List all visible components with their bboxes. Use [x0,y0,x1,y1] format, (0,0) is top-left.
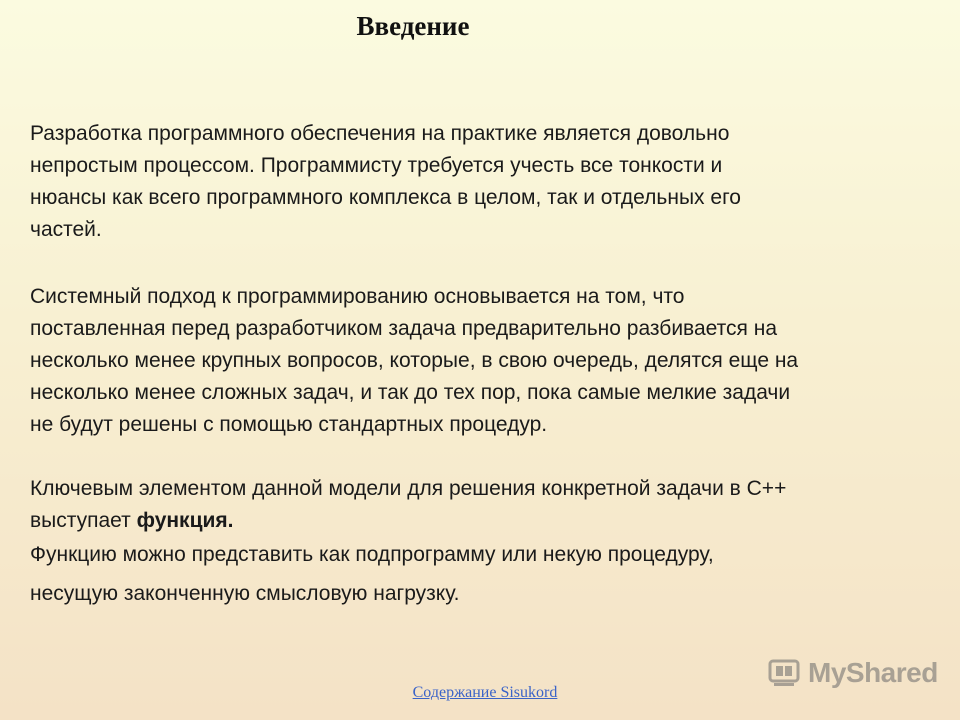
contents-link[interactable]: Содержание Sisukord [412,684,558,701]
paragraph-intro [30,118,940,246]
paragraph-text: выступает [30,509,137,532]
function-term: функция. [136,509,234,532]
paragraph-line: Разработка программного обеспечения на практике является довольно [30,122,730,145]
paragraph-system-approach [30,281,940,441]
paragraph-line: не будут решены с помощью стандартных процедур. [30,413,548,436]
paragraph-line: Функцию можно представить как подпрограмму или некую процедуру, [30,543,714,566]
paragraph-line: Ключевым элементом данной модели для решения конкретной задачи в C++ [30,477,787,500]
paragraph-function-def [30,539,940,571]
paragraph-function-def-cont [30,578,940,610]
paragraph-line: нюансы как всего программного комплекса в целом, так и отдельных его [30,186,741,209]
paragraph-line: поставленная перед разработчиком задача предварительно разбивается на [30,317,778,340]
paragraph-line: Системный подход к программированию основывается на том, что [30,285,685,308]
paragraph-line: частей. [30,218,102,241]
slide-title: Введение [356,11,470,41]
paragraph-line: непростым процессом. Программисту требуется учесть все тонкости и [30,154,723,177]
watermark-brand: MyShared [808,657,938,688]
paragraph-key-element [30,473,940,537]
paragraph-line: несколько менее сложных задач, и так до тех пор, пока самые мелкие задачи [30,381,791,404]
paragraph-line [30,505,940,537]
paragraph-line: несущую законченную смысловую нагрузку. [30,582,460,605]
paragraph-line: несколько менее крупных вопросов, которые, в свою очередь, делятся еще на [30,349,799,372]
